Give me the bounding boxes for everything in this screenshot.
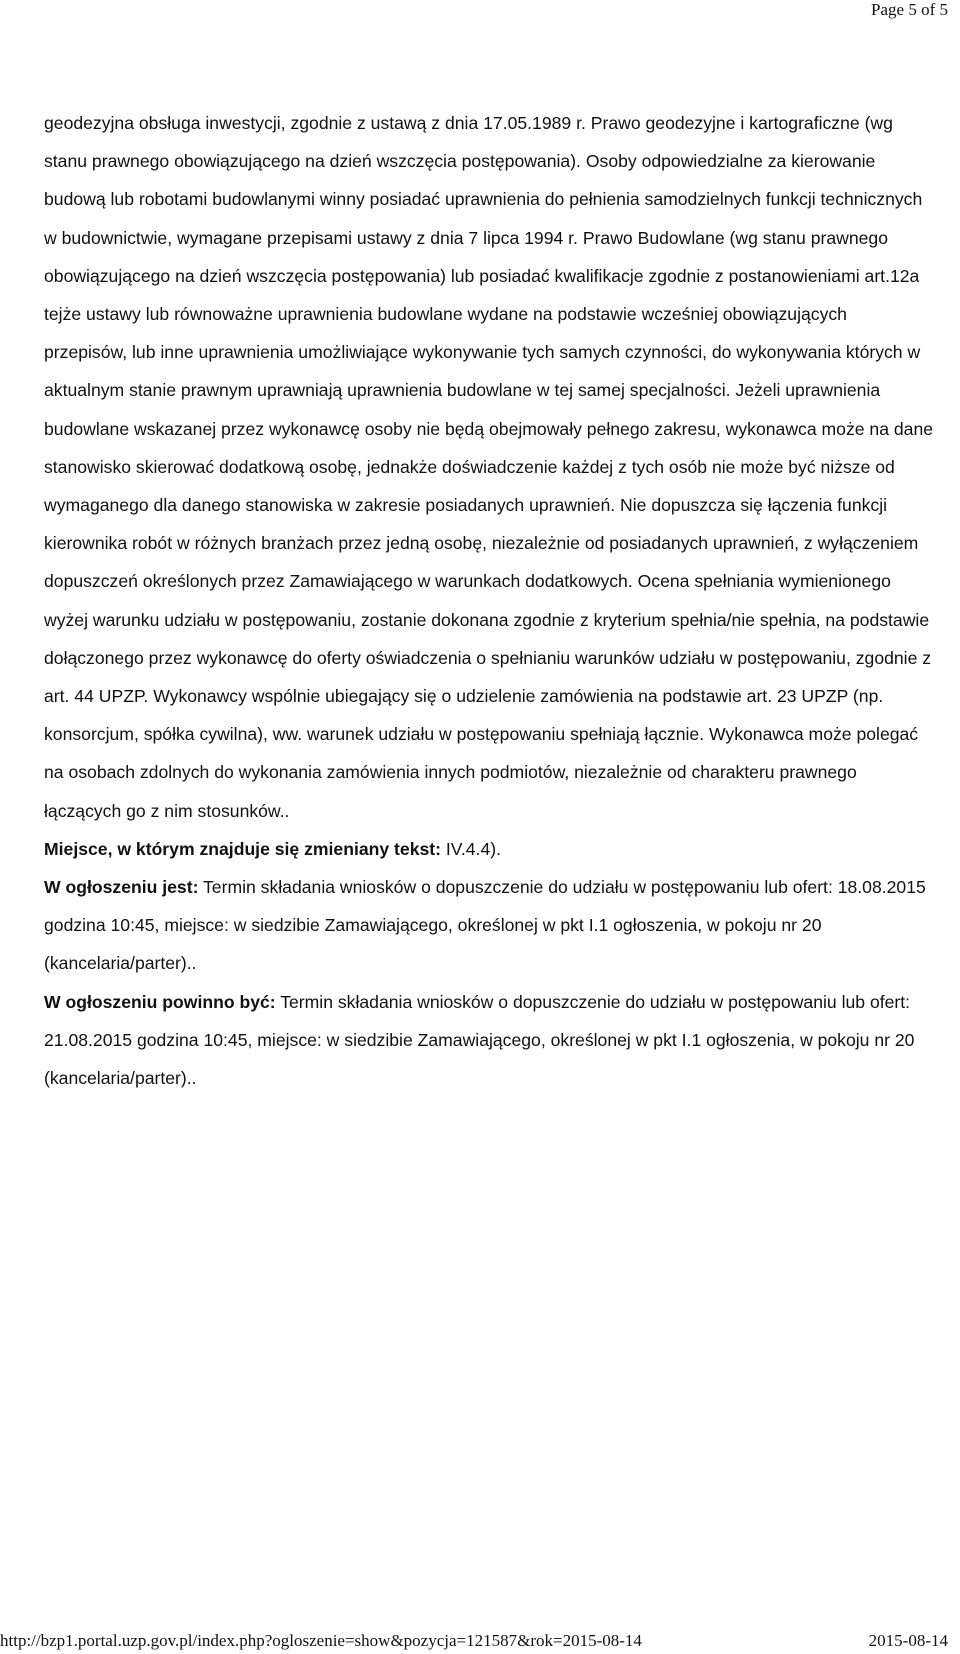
current-text-value: Termin składania wniosków o dopuszczenie do udziału w postępowaniu lub ofert: 18.08.2015 godzina 10:45, miejsce: w siedzibie Zamawiającego, określonej w pkt I.1 ogłoszenia, w pokoju nr 20 (kancelaria/parter).. (44, 877, 926, 974)
body-paragraph: geodezyjna obsługa inwestycji, zgodnie z ustawą z dnia 17.05.1989 r. Prawo geodezyjne i kartograficzne (wg stanu prawnego obowiązującego na dzień wszczęcia postępowania). Osoby odpowiedzialne za kierowanie budową lub robotami budowlanymi winny posiadać uprawnienia do pełnienia samodzielnych funkcji technicznych w budownictwie, wymagane przepisami ustawy z dnia 7 lipca 1994 r. Prawo Budowlane (wg stanu prawnego obowiązującego na dzień wszczęcia postępowania) lub posiadać kwalifikacje zgodnie z postanowieniami art.12a tejże ustawy lub równoważne uprawnienia budowlane wydane na podstawie wcześniej obowiązujących przepisów, lub inne uprawnienia umożliwiające wykonywanie tych samych czynności, do wykonywania których w aktualnym stanie prawnym uprawniają uprawnienia budowlane w tej samej specjalności. Jeżeli uprawnienia budowlane wskazanej przez wykonawcę osoby nie będą obejmowały pełnego zakresu, wykonawca może na dane stanowisko skierować dodatkową osobę, jednakże doświadczenie każdej z tych osób nie może być niższe od wymaganego dla danego stanowiska w zakresie posiadanych uprawnień. Nie dopuszcza się łączenia funkcji kierownika robót w różnych branżach przez jedną osobę, niezależnie od posiadanych uprawnień, z wyłączeniem dopuszczeń określonych przez Zamawiającego w warunkach dodatkowych. Ocena spełniania wymienionego wyżej warunku udziału w postępowaniu, zostanie dokonana zgodnie z kryterium spełnia/nie spełnia, na podstawie dołączonego przez wykonawcę do oferty oświadczenia o spełnianiu warunków udziału w postępowaniu, zgodnie z art. 44 UPZP. Wykonawcy wspólnie ubiegający się o udzielenie zamówienia na podstawie art. 23 UPZP (np. konsorcjum, spółka cywilna), ww. warunek udziału w postępowaniu spełniają łącznie. Wykonawca może polegać na osobach zdolnych do wykonania zamówienia innych podmiotów, niezależnie od charakteru prawnego łączących go z nim stosunków.. (44, 113, 934, 821)
corrected-text (44, 983, 934, 1098)
current-text-label: W ogłoszeniu jest: (44, 877, 199, 898)
corrected-text-value: Termin składania wniosków o dopuszczenie do udziału w postępowaniu lub ofert: 21.08.2015 godzina 10:45, miejsce: w siedzibie Zamawiającego, określonej w pkt I.1 ogłoszenia, w pokoju nr 20 (kancelaria/parter).. (44, 991, 915, 1089)
footer-date: 2015-08-14 (868, 1631, 948, 1650)
change-location-label: Miejsce, w którym znajduje się zmieniany tekst: (44, 838, 441, 859)
footer-url: http://bzp1.portal.uzp.gov.pl/index.php?ogloszenie=show&pozycja=121587&rok=2015-08-14 (0, 1631, 642, 1650)
document-body (44, 104, 934, 1097)
change-location-value: IV.4.4). (440, 838, 501, 859)
change-location (44, 830, 934, 868)
page-number: Page 5 of 5 (871, 0, 948, 19)
page-footer (0, 1628, 948, 1654)
corrected-text-label: W ogłoszeniu powinno być: (44, 991, 276, 1012)
current-text (44, 868, 934, 983)
